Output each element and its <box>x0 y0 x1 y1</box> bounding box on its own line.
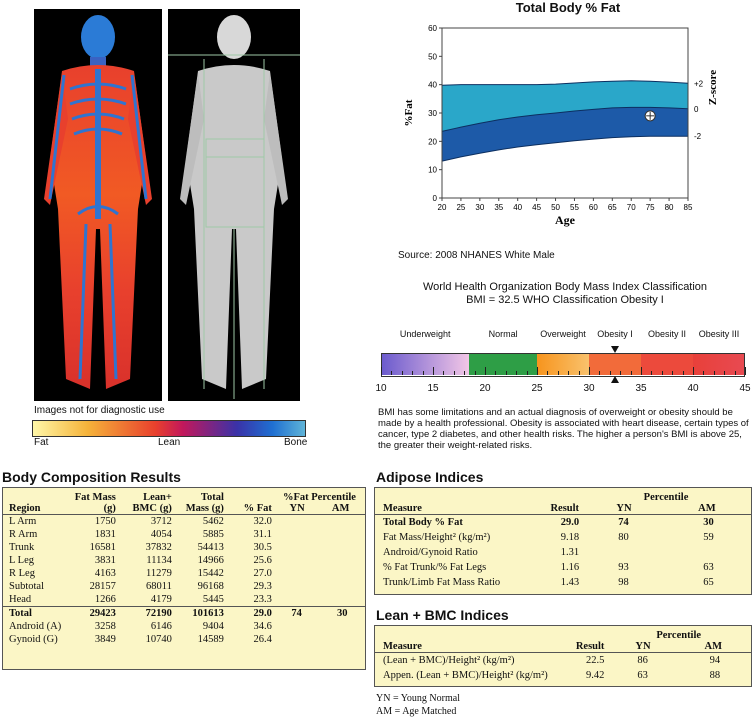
am-percentile-cell <box>319 633 365 646</box>
bmi-marker-top-icon <box>611 346 619 353</box>
bmi-tick <box>683 371 684 375</box>
legend-bone-label: Bone <box>284 437 308 448</box>
bmi-tick <box>662 371 663 375</box>
total-mass-cell: 101613 <box>174 607 226 621</box>
fat-mass-cell: 3849 <box>94 634 116 645</box>
fat-mass-cell: 28157 <box>89 581 116 592</box>
bmi-tick <box>672 371 673 375</box>
region-cell: Trunk <box>9 542 35 553</box>
footnote-am: AM = Age Matched <box>376 706 457 717</box>
am-percentile-cell <box>319 515 365 529</box>
am-percentile-cell: 30 <box>319 607 365 621</box>
z-tick-label: 0 <box>694 104 699 114</box>
percent-fat-cell: 29.3 <box>253 581 272 592</box>
bmi-tick <box>506 371 507 375</box>
x-tick-label: 80 <box>664 203 674 212</box>
adipose-title: Adipose Indices <box>376 469 484 485</box>
region-cell: L Leg <box>9 555 34 566</box>
bmi-tick <box>443 371 444 375</box>
bmi-tick <box>724 371 725 375</box>
yn-percentile-cell: 86 <box>637 654 648 666</box>
bmi-tick <box>745 367 746 375</box>
region-cell: R Leg <box>9 568 35 579</box>
table-row <box>3 515 365 529</box>
bmi-tick-label: 15 <box>427 383 439 394</box>
fat-mass-cell: 1750 <box>94 516 116 527</box>
chart-title: Total Body % Fat <box>515 0 621 15</box>
bmi-tick <box>693 367 694 375</box>
bmi-tick <box>610 371 611 375</box>
table-row <box>375 668 751 683</box>
table-row <box>3 620 365 633</box>
bmi-category-label: Underweight <box>399 329 451 339</box>
am-percentile-cell <box>666 545 751 560</box>
measure-cell: Total Body % Fat <box>383 516 463 528</box>
bmi-note: BMI has some limitations and an actual diagnosis of overweight or obesity should be made by a health professional. Obesity is associated with heart disease, certain types of cancer, type 2 diabetes, and other health risks. The higher a person's BMI is above 25, the greater their weight-related risks. <box>378 407 749 451</box>
bmi-tick <box>631 371 632 375</box>
x-tick-label: 35 <box>494 203 504 212</box>
bmi-tick <box>381 367 382 375</box>
lean-mass-cell: 4179 <box>150 594 172 605</box>
bmi-tick <box>558 371 559 375</box>
bmi-tick-label: 40 <box>687 383 699 394</box>
x-tick-label: 55 <box>570 203 579 212</box>
lean-mass-cell: 37832 <box>145 542 172 553</box>
region-cell: Total <box>3 607 70 621</box>
am-percentile-cell: 63 <box>703 561 714 573</box>
percent-fat-cell: 27.0 <box>253 568 272 579</box>
percent-fat-cell: 34.6 <box>253 621 272 632</box>
yn-percentile-cell: 74 <box>274 607 320 621</box>
bmi-tick <box>651 371 652 375</box>
lean-mass-cell: 11134 <box>146 555 172 566</box>
disclaimer-text: Images not for diagnostic use <box>34 405 165 416</box>
result-cell: 29.0 <box>560 516 580 528</box>
bmi-tick <box>703 371 704 375</box>
am-percentile-cell <box>319 620 365 633</box>
body-comp-title: Body Composition Results <box>2 469 181 485</box>
y-tick-label: 50 <box>428 52 437 62</box>
measure-cell: Appen. (Lean + BMC)/Height² (kg/m²) <box>383 669 548 681</box>
yn-percentile-cell <box>274 515 320 529</box>
lean-mass-cell: 3712 <box>150 516 172 527</box>
bmi-tick <box>620 371 621 375</box>
percent-fat-cell: 31.1 <box>253 529 272 540</box>
lean-mass-cell: 68011 <box>146 581 172 592</box>
total-body-fat-chart <box>398 16 728 238</box>
fat-mass-cell: 3831 <box>94 555 116 566</box>
am-percentile-cell: 30 <box>703 516 714 528</box>
yn-percentile-cell <box>274 567 320 580</box>
col-yn: YN <box>289 503 305 514</box>
bmi-tick <box>641 367 642 375</box>
bmi-tick <box>527 371 528 375</box>
fat-mass-cell: 1831 <box>94 529 116 540</box>
table-row <box>375 530 751 545</box>
yn-percentile-cell: 93 <box>618 561 629 573</box>
col-pfat: % Fat <box>243 503 272 514</box>
bmi-category-label: Obesity III <box>698 329 740 339</box>
composition-legend-bar <box>32 420 306 437</box>
table-row <box>3 607 365 621</box>
bmi-tick <box>537 367 538 375</box>
yn-percentile-cell <box>274 593 320 607</box>
table-row <box>375 545 751 560</box>
bmi-tick <box>391 371 392 375</box>
bmi-tick <box>433 367 434 375</box>
x-axis-label: Age <box>555 213 575 227</box>
lean-col-percentile <box>606 630 751 653</box>
x-tick-label: 75 <box>645 203 655 212</box>
bmi-tick <box>714 371 715 375</box>
bmi-category-label: Overweight <box>540 329 586 339</box>
am-percentile-cell <box>319 528 365 541</box>
table-row <box>3 593 365 607</box>
lean-mass-cell: 72190 <box>118 607 174 621</box>
chart-source: Source: 2008 NHANES White Male <box>398 250 555 261</box>
z-tick-label: +2 <box>694 79 704 89</box>
x-tick-label: 60 <box>588 203 598 212</box>
y-tick-label: 40 <box>428 80 437 90</box>
am-percentile-cell <box>319 580 365 593</box>
percent-fat-cell: 29.0 <box>226 607 274 621</box>
bmi-category-label: Normal <box>488 329 518 339</box>
col-lean: Lean+ BMC (g) <box>132 492 172 514</box>
y-tick-label: 0 <box>432 194 437 203</box>
adipose-col-measure: Measure <box>383 503 422 514</box>
measure-cell: Android/Gynoid Ratio <box>383 546 478 558</box>
percent-fat-cell: 25.6 <box>253 555 272 566</box>
yn-percentile-cell <box>274 528 320 541</box>
measure-cell: Trunk/Limb Fat Mass Ratio <box>383 576 501 588</box>
adipose-col-am: AM <box>698 503 716 514</box>
table-row <box>3 567 365 580</box>
percent-fat-cell: 23.3 <box>253 594 272 605</box>
am-percentile-cell: 94 <box>709 654 721 666</box>
bmi-tick <box>516 371 517 375</box>
col-pfat-percentile <box>274 492 365 515</box>
region-cell: R Arm <box>9 529 38 540</box>
yn-percentile-cell <box>274 633 320 646</box>
am-percentile-cell: 65 <box>703 576 714 588</box>
y-tick-label: 30 <box>428 109 437 118</box>
z-tick-label: -2 <box>694 132 702 142</box>
total-mass-cell: 54413 <box>197 542 224 553</box>
fat-mass-cell: 1266 <box>94 594 116 605</box>
bmi-category-label: Obesity II <box>647 329 686 339</box>
x-tick-label: 25 <box>456 203 466 212</box>
lean-mass-cell: 10740 <box>145 634 172 645</box>
table-row <box>3 580 365 593</box>
region-cell: Subtotal <box>9 581 45 592</box>
bmi-tick <box>495 371 496 375</box>
col-total: Total Mass (g) <box>185 492 224 514</box>
lean-col-am: AM <box>704 641 723 652</box>
am-percentile-cell: 88 <box>709 669 721 681</box>
bmi-tick <box>547 371 548 375</box>
bmi-tick-label: 20 <box>479 383 491 394</box>
total-mass-cell: 96168 <box>197 581 224 592</box>
footnote-yn: YN = Young Normal <box>376 693 460 704</box>
measure-cell: % Fat Trunk/% Fat Legs <box>383 561 487 573</box>
result-cell: 1.31 <box>560 546 580 558</box>
bmi-tick <box>423 371 424 375</box>
lean-mass-cell: 11279 <box>146 568 172 579</box>
fat-mass-cell: 29423 <box>70 607 118 621</box>
bmi-tick <box>579 371 580 375</box>
legend-lean-label: Lean <box>158 437 181 448</box>
bmi-tick-label: 30 <box>583 383 595 394</box>
yn-percentile-cell: 80 <box>618 531 629 543</box>
lean-col-percentile-label: Percentile <box>656 630 702 641</box>
yn-percentile-cell: 63 <box>637 669 648 681</box>
result-cell: 1.43 <box>560 576 580 588</box>
adipose-col-result: Result <box>550 503 580 514</box>
lean-table <box>374 625 752 687</box>
am-percentile-cell <box>319 541 365 554</box>
bmi-tick-label: 35 <box>635 383 647 394</box>
col-pfat-percentile-label: %Fat Percentile <box>282 492 356 503</box>
bmi-tick <box>475 371 476 375</box>
am-percentile-cell <box>319 567 365 580</box>
measure-cell: Fat Mass/Height² (kg/m²) <box>383 531 491 543</box>
table-row <box>375 653 751 668</box>
bmi-scale <box>375 326 751 398</box>
measure-cell: (Lean + BMC)/Height² (kg/m²) <box>383 654 515 666</box>
z-score-label: Z-score <box>707 69 719 106</box>
lean-col-yn: YN <box>635 641 651 652</box>
fat-mass-cell: 4163 <box>94 568 116 579</box>
lean-title: Lean + BMC Indices <box>376 607 509 623</box>
table-row <box>375 560 751 575</box>
yn-percentile-cell <box>274 620 320 633</box>
xray-scan-image <box>168 9 300 401</box>
total-mass-cell: 5885 <box>202 529 224 540</box>
fat-mass-cell: 16581 <box>89 542 116 553</box>
bmi-tick <box>485 367 486 375</box>
x-tick-label: 85 <box>683 203 693 212</box>
x-tick-label: 50 <box>551 203 560 212</box>
bmi-tick <box>412 371 413 375</box>
region-cell: L Arm <box>9 516 37 527</box>
bmi-tick <box>599 371 600 375</box>
am-percentile-cell: 59 <box>703 531 714 543</box>
am-percentile-cell <box>319 593 365 607</box>
bmi-tick-label: 10 <box>375 383 387 394</box>
x-tick-label: 70 <box>626 203 636 212</box>
percent-fat-cell: 26.4 <box>253 634 272 645</box>
legend-fat-label: Fat <box>34 437 49 448</box>
y-tick-label: 20 <box>428 137 437 147</box>
bmi-marker-bottom-icon <box>611 376 619 383</box>
col-am: AM <box>331 503 350 514</box>
yn-percentile-cell <box>274 580 320 593</box>
bmi-bar-frame <box>381 353 745 377</box>
lean-col-measure: Measure <box>383 641 422 652</box>
lean-col-result: Result <box>575 641 605 652</box>
yn-percentile-cell <box>274 554 320 567</box>
x-tick-label: 45 <box>532 203 542 212</box>
bmi-tick <box>402 371 403 375</box>
adipose-col-yn: YN <box>616 503 632 514</box>
total-mass-cell: 14589 <box>197 634 224 645</box>
x-tick-label: 40 <box>513 203 523 212</box>
result-cell: 22.5 <box>586 654 605 666</box>
adipose-table <box>374 487 752 595</box>
y-tick-label: 60 <box>428 24 437 33</box>
table-row <box>3 633 365 646</box>
region-cell: Gynoid (G) <box>9 634 58 645</box>
yn-percentile-cell: 74 <box>618 516 629 528</box>
total-mass-cell: 14966 <box>197 555 224 566</box>
fat-mass-cell: 3258 <box>94 621 116 632</box>
total-mass-cell: 15442 <box>197 568 224 579</box>
region-cell: Head <box>9 594 32 605</box>
bmi-tick <box>589 367 590 375</box>
table-row <box>3 528 365 541</box>
bmi-tick <box>735 371 736 375</box>
bmi-tick-label: 45 <box>739 383 751 394</box>
y-tick-label: 10 <box>428 165 437 175</box>
result-cell: 1.16 <box>560 561 580 573</box>
bmi-tick <box>454 371 455 375</box>
fat-scan-image <box>34 9 162 401</box>
am-percentile-cell <box>319 554 365 567</box>
body-comp-table <box>2 487 366 670</box>
result-cell: 9.18 <box>560 531 580 543</box>
x-tick-label: 20 <box>437 203 447 212</box>
region-cell: Android (A) <box>9 621 62 632</box>
bmi-category-label: Obesity I <box>597 329 633 339</box>
x-tick-label: 30 <box>475 203 485 212</box>
bmi-tick <box>464 371 465 375</box>
yn-percentile-cell <box>581 545 666 560</box>
adipose-col-percentile-label: Percentile <box>643 492 689 503</box>
bmi-tick-label: 25 <box>531 383 543 394</box>
table-row <box>375 515 751 530</box>
table-row <box>3 541 365 554</box>
table-row <box>375 575 751 590</box>
bmi-title: World Health Organization Body Mass Index Classification <box>422 281 708 293</box>
total-mass-cell: 5462 <box>202 516 224 527</box>
x-tick-label: 65 <box>607 203 617 212</box>
yn-percentile-cell <box>274 541 320 554</box>
col-fat: Fat Mass (g) <box>74 492 116 514</box>
total-mass-cell: 9404 <box>202 621 224 632</box>
adipose-col-percentile <box>581 492 751 515</box>
lean-mass-cell: 6146 <box>150 621 172 632</box>
y-axis-label: %Fat <box>403 99 415 127</box>
lean-mass-cell: 4054 <box>150 529 172 540</box>
bmi-subtitle: BMI = 32.5 WHO Classification Obesity I <box>466 294 664 306</box>
percent-fat-cell: 32.0 <box>253 516 272 527</box>
bmi-tick <box>568 371 569 375</box>
result-cell: 9.42 <box>586 669 605 681</box>
yn-percentile-cell: 98 <box>618 576 629 588</box>
total-mass-cell: 5445 <box>202 594 224 605</box>
table-row <box>3 554 365 567</box>
col-region: Region <box>9 503 41 514</box>
percent-fat-cell: 30.5 <box>253 542 272 553</box>
